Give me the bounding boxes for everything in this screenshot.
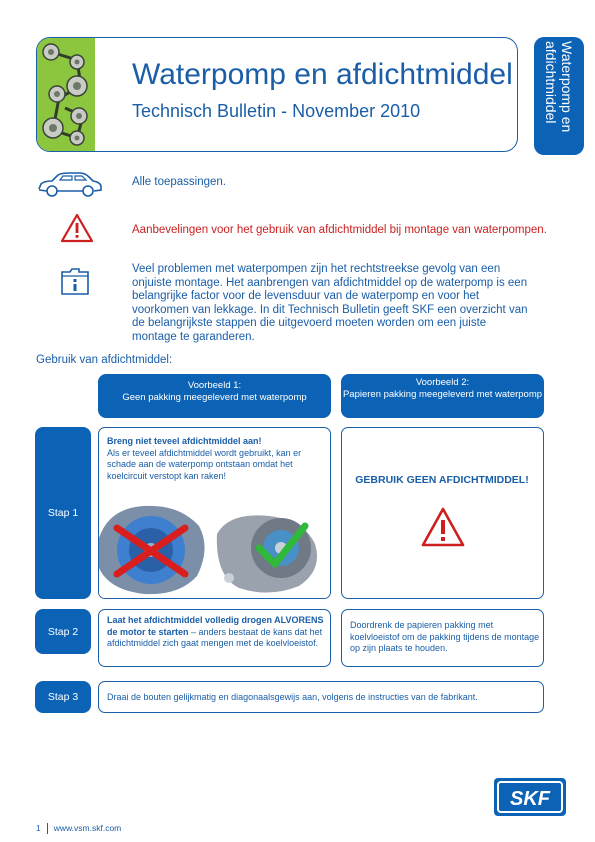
info-folder-icon bbox=[60, 266, 90, 301]
skf-logo-text: SKF bbox=[510, 788, 550, 810]
step1-example2-box bbox=[341, 427, 544, 599]
step2-tab: Stap 2 bbox=[35, 609, 91, 654]
step3-tab: Stap 3 bbox=[35, 681, 91, 713]
belt-drive-image bbox=[37, 38, 95, 151]
step2-ex1-text: – anders bestaat de kans dat het afdichtmiddel zich gaat mengen met de koelvloeistof. bbox=[107, 626, 323, 648]
header-box bbox=[36, 37, 518, 152]
warning-icon bbox=[420, 506, 466, 548]
applications-text: Alle toepassingen. bbox=[132, 176, 226, 188]
step1-example1-box bbox=[98, 427, 331, 599]
section-label: Gebruik van afdichtmiddel: bbox=[36, 354, 173, 366]
description-text: Veel problemen met waterpompen zijn het rechtstreekse gevolg van een onjuiste montage. Het aanbrengen van afdichtmiddel op de waterpomp is een belangrijke factor voor de levensduur van de waterpomp en voor het voorkomen van lekkage. In dit Technisch Bulletin geeft SKF een overzicht van de belangrijkste stappen die uitgevoerd moeten worden om een juiste montage te garanderen. bbox=[132, 263, 528, 343]
step1-ex1-heading: Breng niet teveel afdichtmiddel aan! bbox=[107, 436, 262, 446]
step1-tab: Stap 1 bbox=[35, 427, 91, 599]
step1-ex1-text: Als er teveel afdichtmiddel wordt gebruikt, kan er schade aan de waterpomp ontstaan omdat het koelcircuit verstopt kan raken! bbox=[107, 447, 302, 481]
step2-ex2-text: Doordrenk de papieren pakking met koelvloeistof om de pakking tijdens de montage op zijn plaats te houden. bbox=[350, 620, 540, 653]
step3-box bbox=[98, 681, 544, 713]
example2-header: Voorbeeld 2: Papieren pakking meegeleverd met waterpomp bbox=[341, 374, 544, 418]
skf-logo bbox=[494, 778, 566, 821]
car-icon bbox=[36, 170, 104, 203]
footer-url[interactable]: www.vsm.skf.com bbox=[53, 823, 122, 833]
step2-ex1-heading: Laat het afdichtmiddel volledig drogen ALVORENS de motor te starten bbox=[107, 615, 324, 637]
step3-text: Draai de bouten gelijkmatig en diagonaalsgewijs aan, volgens de instructies van de fabrikant. bbox=[107, 692, 478, 702]
step1-ex2-text: GEBRUIK GEEN AFDICHTMIDDEL! bbox=[355, 474, 529, 486]
warning-icon bbox=[60, 213, 94, 248]
page-title: Waterpomp en afdichtmiddel bbox=[132, 58, 513, 91]
example1-header: Voorbeeld 1: Geen pakking meegeleverd met waterpomp bbox=[98, 374, 331, 418]
side-tab bbox=[534, 37, 584, 155]
side-tab-label: Waterpomp en afdichtmiddel bbox=[543, 41, 575, 133]
warning-text: Aanbevelingen voor het gebruik van afdichtmiddel bij montage van waterpompen. bbox=[132, 224, 547, 236]
step2-example2-box bbox=[341, 609, 544, 667]
water-pump-photos bbox=[99, 498, 330, 598]
footer-separator bbox=[47, 823, 48, 834]
page-subtitle: Technisch Bulletin - November 2010 bbox=[132, 101, 421, 121]
page-number: 1 bbox=[36, 823, 41, 833]
footer bbox=[36, 823, 121, 834]
step2-example1-box bbox=[98, 609, 331, 667]
